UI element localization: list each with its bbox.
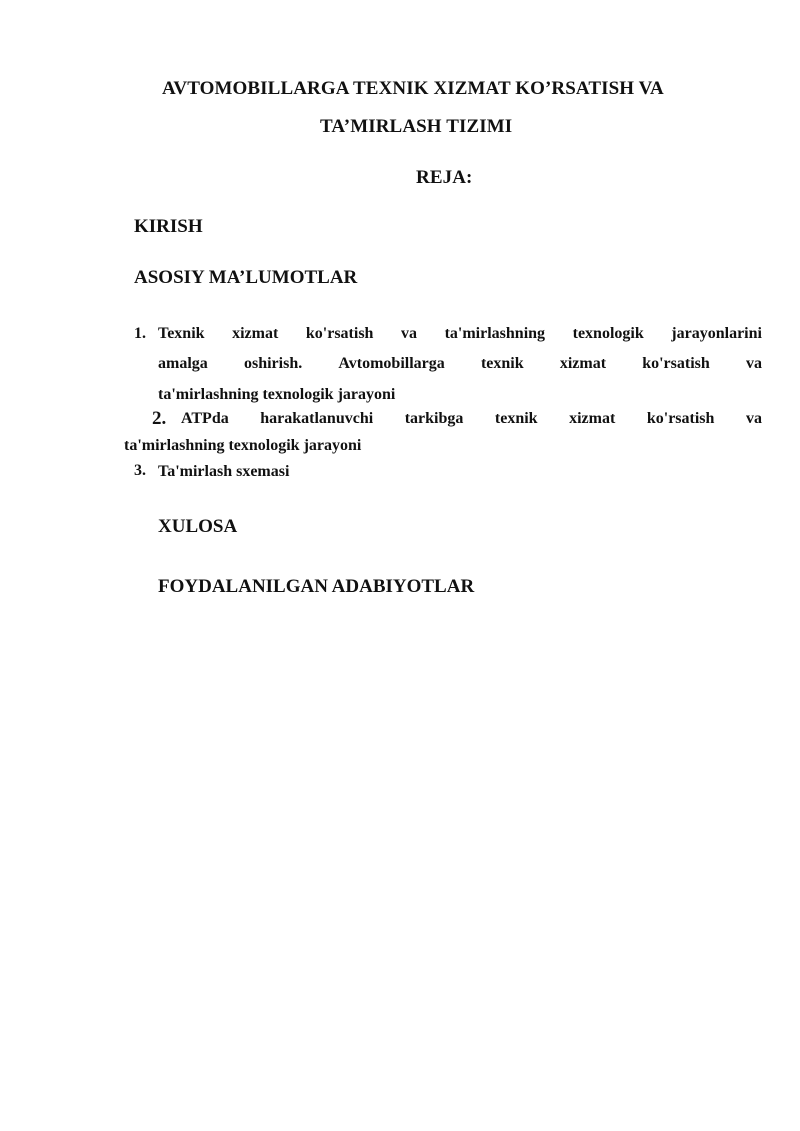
word: xizmat bbox=[232, 325, 279, 342]
word: ko'rsatish bbox=[642, 355, 710, 372]
intro-heading: KIRISH bbox=[134, 216, 203, 237]
list-item-1-line-3: ta'mirlashning texnologik jarayoni bbox=[158, 386, 396, 403]
word: ko'rsatish bbox=[646, 410, 715, 427]
word: oshirish. bbox=[243, 355, 303, 372]
list-item-1-line-2 bbox=[158, 355, 762, 373]
list-item-number-1: 1. bbox=[134, 325, 146, 342]
word: ATPda bbox=[181, 410, 229, 427]
word: tarkibga bbox=[404, 410, 464, 427]
list-item-2-line-2: ta'mirlashning texnologik jarayoni bbox=[124, 437, 362, 454]
list-item-number-2: 2. bbox=[152, 408, 167, 429]
references-heading: FOYDALANILGAN ADABIYOTLAR bbox=[158, 576, 475, 597]
word: Avtomobillarga bbox=[338, 355, 445, 372]
list-item-3-text: Ta'mirlash sxemasi bbox=[158, 463, 290, 480]
word: va bbox=[745, 355, 762, 372]
document-title-line-2: TA’MIRLASH TIZIMI bbox=[320, 116, 513, 137]
word: texnik bbox=[494, 410, 538, 427]
list-item-2-line-1 bbox=[181, 410, 762, 428]
word: ko'rsatish bbox=[305, 325, 374, 342]
list-item-1-line-1 bbox=[158, 325, 762, 343]
list-item-number-3: 3. bbox=[134, 462, 146, 479]
word: harakatlanuvchi bbox=[260, 410, 374, 427]
word: va bbox=[401, 325, 418, 342]
plan-heading: REJA: bbox=[416, 167, 473, 188]
word: texnik bbox=[480, 355, 524, 372]
main-section-heading: ASOSIY MA’LUMOTLAR bbox=[134, 267, 358, 288]
word: Texnik bbox=[158, 325, 205, 342]
word: xizmat bbox=[569, 410, 616, 427]
word: xizmat bbox=[559, 355, 607, 372]
document-title-line-1: AVTOMOBILLARGA TEXNIK XIZMAT KO’RSATISH VA bbox=[162, 78, 664, 99]
word: amalga bbox=[158, 355, 208, 372]
word: jarayonlarini bbox=[671, 325, 762, 342]
word: ta'mirlashning bbox=[444, 325, 546, 342]
conclusion-heading: XULOSA bbox=[158, 516, 238, 537]
word: texnologik bbox=[572, 325, 644, 342]
word: va bbox=[745, 410, 762, 427]
